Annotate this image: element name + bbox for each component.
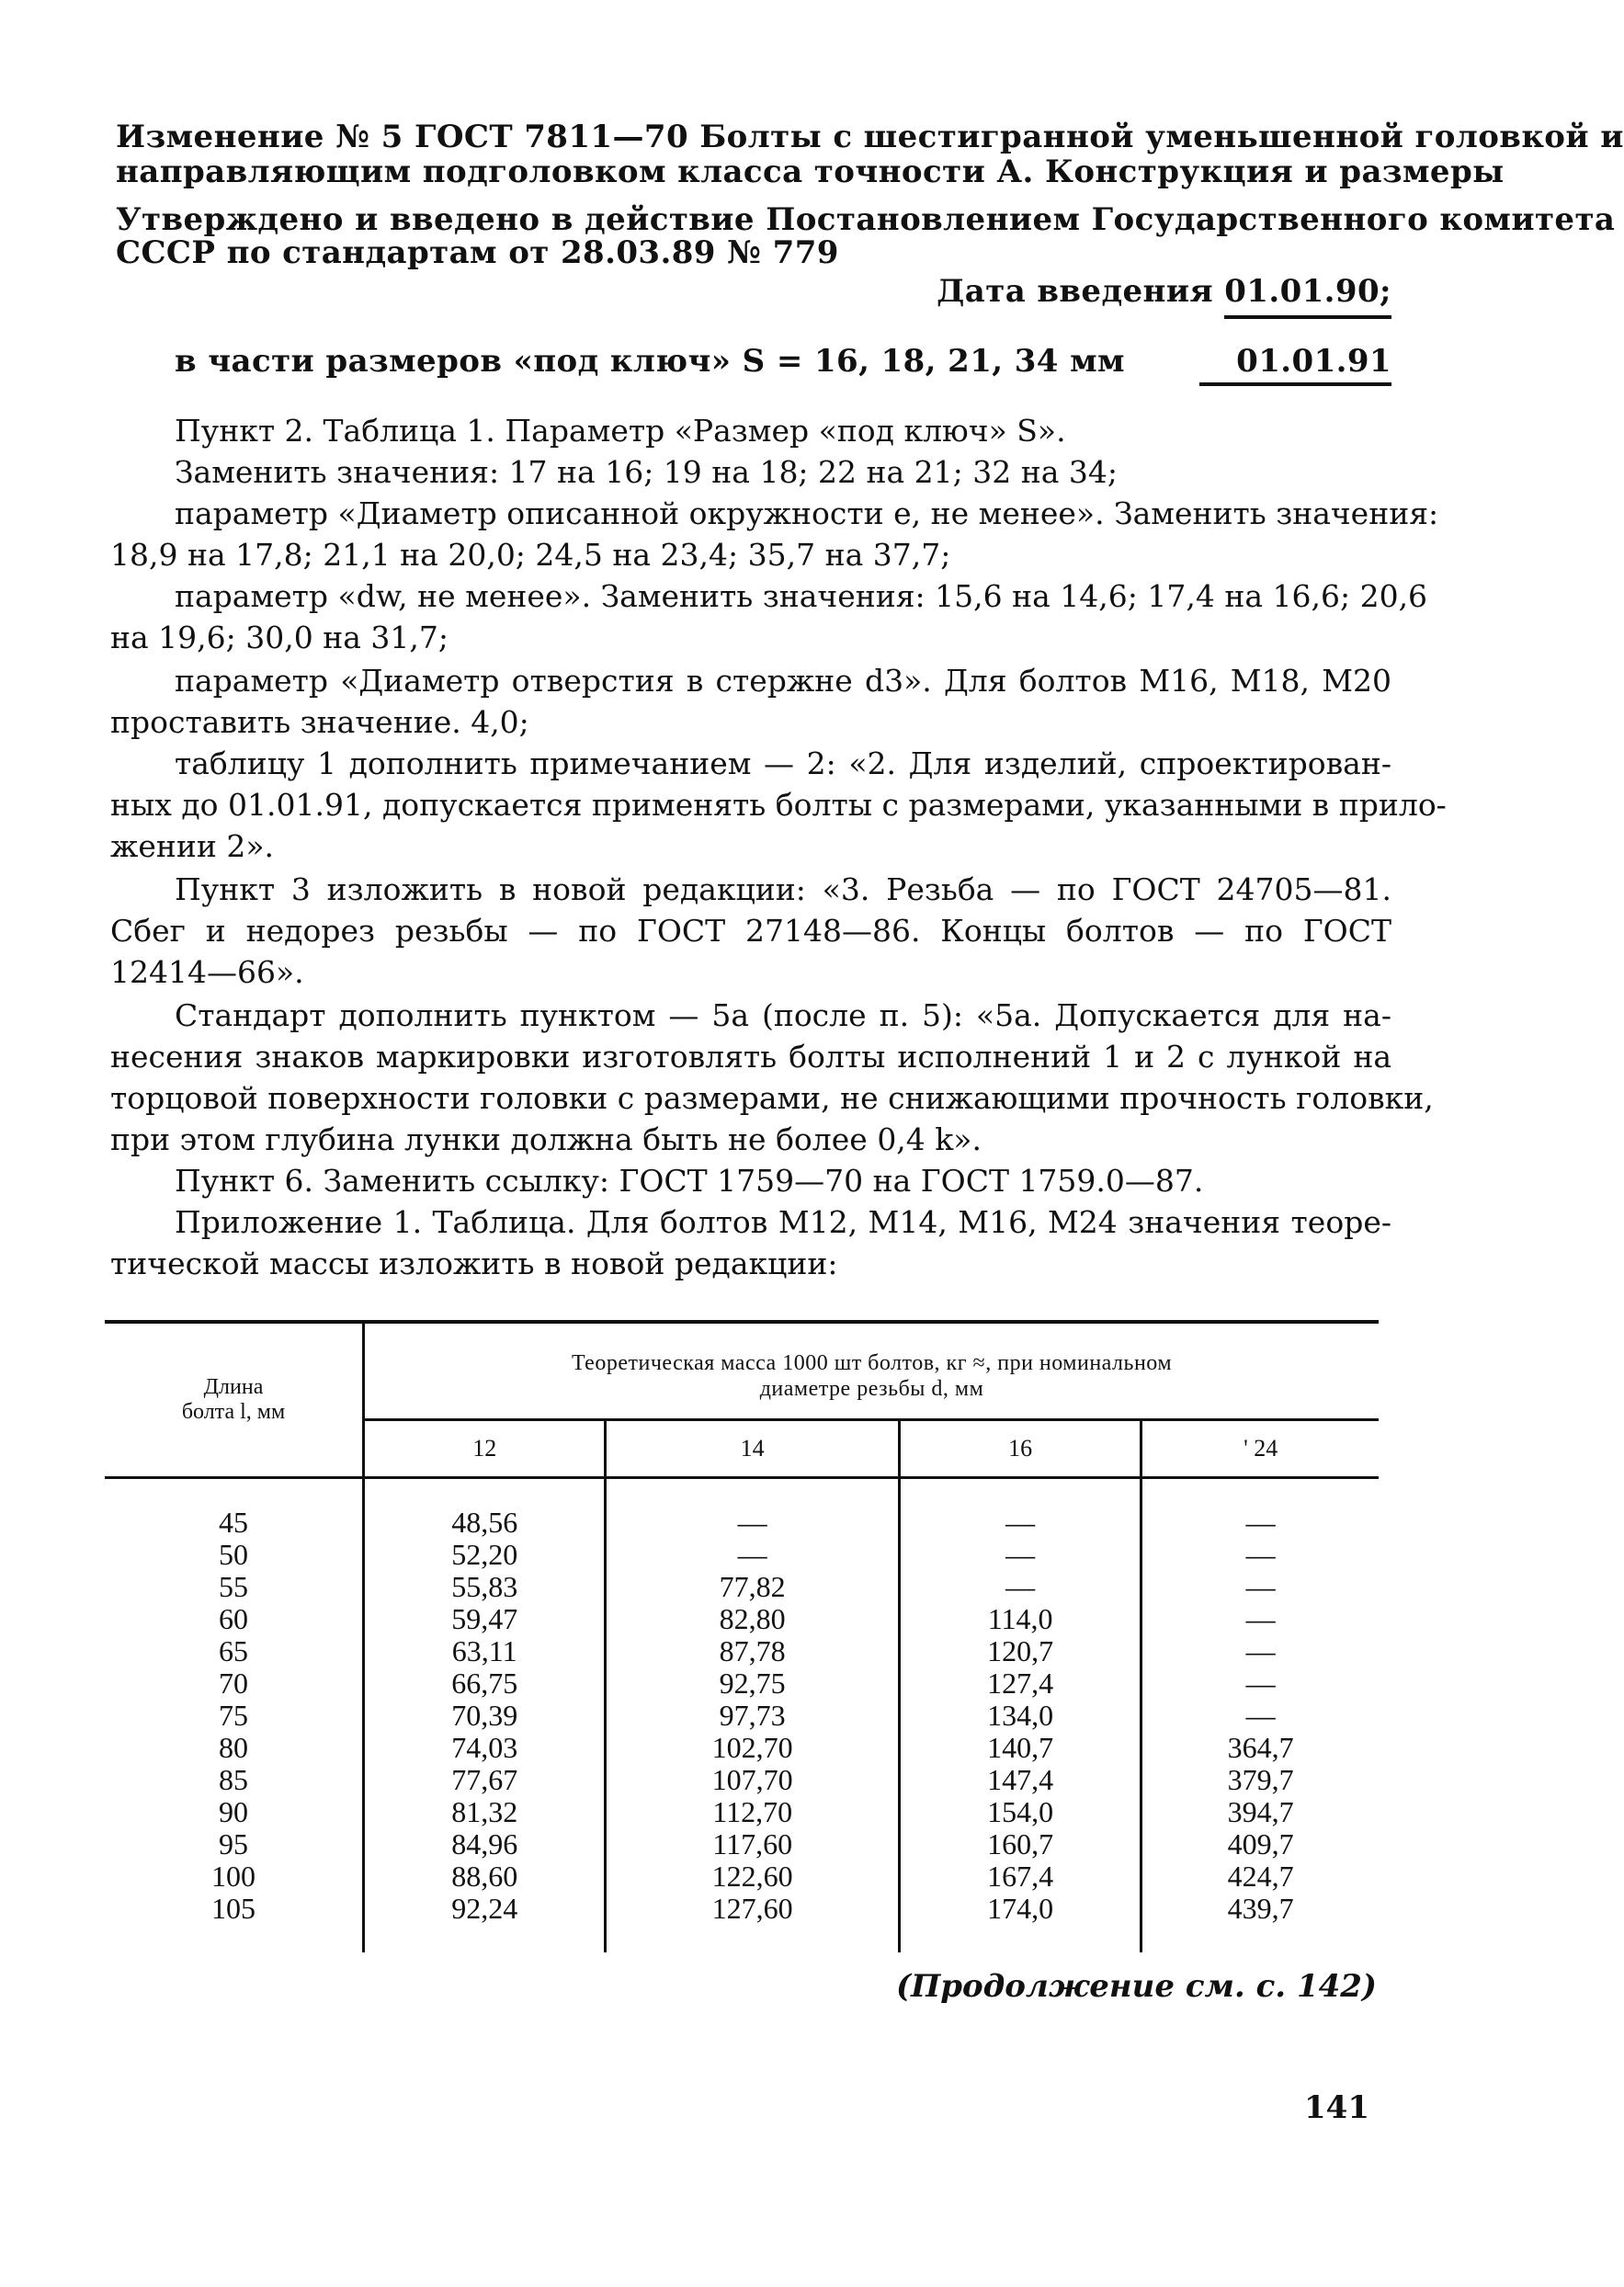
cell-mass-12: 77,67 — [364, 1764, 606, 1796]
cell-mass-16: 134,0 — [899, 1700, 1141, 1732]
cell-mass-12: 84,96 — [364, 1828, 606, 1860]
cell-length: 75 — [105, 1700, 364, 1732]
body-line-12: Пункт 3 изложить в новой редакции: «3. Резьба — по ГОСТ 24705—81. — [175, 871, 1391, 907]
cell-mass-24: — — [1245, 1667, 1276, 1701]
cell-mass-16: — — [899, 1539, 1141, 1571]
cell-mass-16: — — [899, 1571, 1141, 1603]
sizes-part-date: 01.01.91 — [1199, 346, 1391, 386]
approval-line-2: СССР по стандартам от 28.03.89 № 779 — [116, 234, 839, 271]
cell-mass-24: 439,7 — [1227, 1892, 1294, 1926]
body-line-13: Сбег и недорез резьбы — по ГОСТ 27148—86. Концы болтов — по ГОСТ — [110, 913, 1391, 949]
table-row — [105, 1539, 1379, 1571]
cell-mass-12: 52,20 — [364, 1539, 606, 1571]
cell-mass-16: 127,4 — [899, 1667, 1141, 1700]
cell-mass-16: 140,7 — [899, 1732, 1141, 1764]
table-row — [105, 1796, 1379, 1828]
body-line-5: параметр «dw, не менее». Заменить значения: 15,6 на 14,6; 17,4 на 16,6; 20,6 — [175, 578, 1428, 614]
mass-column-header — [364, 1322, 1380, 1420]
cell-mass-12: 63,11 — [364, 1635, 606, 1667]
body-line-18: при этом глубина лунки должна быть не более 0,4 k». — [110, 1121, 982, 1157]
intro-date-line — [937, 273, 1391, 310]
cell-mass-14: 127,60 — [606, 1893, 900, 1952]
cell-mass-14: 122,60 — [606, 1860, 900, 1893]
cell-length: 70 — [105, 1667, 364, 1700]
body-line-20: Приложение 1. Таблица. Для болтов М12, М14, М16, М24 значения теоре- — [175, 1204, 1391, 1240]
body-line-14: 12414—66». — [110, 954, 304, 990]
body-line-17: торцовой поверхности головки с размерами, не снижающими прочность головки, — [110, 1080, 1434, 1116]
body-line-1: Пункт 2. Таблица 1. Параметр «Размер «под ключ» S». — [175, 413, 1066, 449]
cell-mass-14: 82,80 — [606, 1603, 900, 1635]
intro-date-value: 01.01.90; — [1224, 273, 1391, 319]
cell-mass-16: 120,7 — [899, 1635, 1141, 1667]
cell-mass-14: 97,73 — [606, 1700, 900, 1732]
cell-mass-24: — — [1245, 1602, 1276, 1636]
body-line-6: на 19,6; 30,0 на 31,7; — [110, 620, 449, 655]
cell-length: 80 — [105, 1732, 364, 1764]
cell-mass-16: 147,4 — [899, 1764, 1141, 1796]
cell-mass-16: 160,7 — [899, 1828, 1141, 1860]
cell-mass-12: 59,47 — [364, 1603, 606, 1635]
cell-mass-14: 117,60 — [606, 1828, 900, 1860]
body-line-7: параметр «Диаметр отверстия в стержне d3». Для болтов М16, М18, М20 — [175, 663, 1391, 699]
table-row — [105, 1732, 1379, 1764]
table-row — [105, 1828, 1379, 1860]
diameter-header-12: 12 — [364, 1420, 606, 1478]
table-row — [105, 1893, 1379, 1952]
cell-mass-14: 112,70 — [606, 1796, 900, 1828]
cell-length: 90 — [105, 1796, 364, 1828]
approval-line-1: Утверждено и введено в действие Постановлением Государственного комитета — [116, 201, 1616, 238]
table-row — [105, 1635, 1379, 1667]
cell-mass-16: — — [899, 1478, 1141, 1540]
table-row — [105, 1478, 1379, 1540]
cell-mass-24: 394,7 — [1227, 1795, 1294, 1829]
cell-mass-12: 92,24 — [364, 1893, 606, 1952]
cell-length: 105 — [105, 1893, 364, 1952]
cell-mass-16: 174,0 — [899, 1893, 1141, 1952]
table-row — [105, 1860, 1379, 1893]
table-body — [105, 1478, 1379, 1953]
cell-mass-24: — — [1245, 1699, 1276, 1733]
body-line-2: Заменить значения: 17 на 16; 19 на 18; 22 на 21; 32 на 34; — [175, 454, 1119, 490]
table-row — [105, 1764, 1379, 1796]
intro-date-label: Дата введения — [937, 273, 1213, 310]
mass-header-line-1: Теоретическая масса 1000 шт болтов, кг ≈, при номинальном — [571, 1351, 1173, 1375]
cell-mass-14: — — [606, 1478, 900, 1540]
cell-mass-14: 77,82 — [606, 1571, 900, 1603]
body-line-21: тической массы изложить в новой редакции: — [110, 1246, 838, 1281]
cell-mass-24: 379,7 — [1227, 1763, 1294, 1797]
table-row — [105, 1700, 1379, 1732]
body-line-4: 18,9 на 17,8; 21,1 на 20,0; 24,5 на 23,4; 35,7 на 37,7; — [110, 537, 951, 573]
diameter-header-14: 14 — [606, 1420, 900, 1478]
table-row — [105, 1667, 1379, 1700]
mass-header-line-2: диаметре резьбы d, мм — [759, 1376, 984, 1401]
table-row — [105, 1603, 1379, 1635]
continuation-note: (Продолжение см. с. 142) — [896, 1968, 1377, 2005]
cell-length: 85 — [105, 1764, 364, 1796]
body-line-3: параметр «Диаметр описанной окружности e, не менее». Заменить значения: — [175, 495, 1439, 531]
cell-mass-14: 92,75 — [606, 1667, 900, 1700]
body-line-19: Пункт 6. Заменить ссылку: ГОСТ 1759—70 на ГОСТ 1759.0—87. — [175, 1163, 1204, 1199]
cell-mass-16: 154,0 — [899, 1796, 1141, 1828]
diameter-header-24: ' 24 — [1141, 1420, 1379, 1478]
cell-length: 50 — [105, 1539, 364, 1571]
body-line-10: ных до 01.01.91, допускается применять болты с размерами, указанными в прило- — [110, 787, 1447, 823]
cell-mass-16: 114,0 — [899, 1603, 1141, 1635]
cell-mass-12: 88,60 — [364, 1860, 606, 1893]
cell-mass-12: 81,32 — [364, 1796, 606, 1828]
document-title-line-2: направляющим подголовком класса точности А. Конструкция и размеры — [116, 154, 1505, 190]
length-header-line-2: болта l, мм — [181, 1400, 286, 1425]
diameter-header-16: 16 — [899, 1420, 1141, 1478]
cell-mass-14: 102,70 — [606, 1732, 900, 1764]
cell-mass-24: 364,7 — [1227, 1731, 1294, 1765]
cell-mass-16: 167,4 — [899, 1860, 1141, 1893]
length-header-line-1: Длина — [203, 1374, 264, 1399]
body-line-16: несения знаков маркировки изготовлять болты исполнений 1 и 2 с лункой на — [110, 1039, 1391, 1075]
cell-length: 65 — [105, 1635, 364, 1667]
cell-mass-12: 55,83 — [364, 1571, 606, 1603]
cell-length: 100 — [105, 1860, 364, 1893]
cell-mass-14: 107,70 — [606, 1764, 900, 1796]
length-column-header — [105, 1322, 364, 1478]
cell-mass-24: 409,7 — [1227, 1827, 1294, 1861]
cell-length: 60 — [105, 1603, 364, 1635]
table-row — [105, 1571, 1379, 1603]
cell-mass-24: — — [1245, 1506, 1276, 1540]
cell-mass-12: 70,39 — [364, 1700, 606, 1732]
page-number: 141 — [1304, 2089, 1369, 2126]
body-line-9: таблицу 1 дополнить примечанием — 2: «2. Для изделий, спроектирован- — [175, 745, 1391, 781]
sizes-part-text: в части размеров «под ключ» S = 16, 18, 21, 34 мм — [175, 343, 1125, 380]
cell-mass-24: 424,7 — [1227, 1860, 1294, 1894]
cell-mass-12: 74,03 — [364, 1732, 606, 1764]
cell-mass-24: — — [1245, 1538, 1276, 1572]
cell-mass-14: — — [606, 1539, 900, 1571]
cell-length: 45 — [105, 1478, 364, 1540]
cell-mass-12: 48,56 — [364, 1478, 606, 1540]
cell-length: 55 — [105, 1571, 364, 1603]
cell-mass-14: 87,78 — [606, 1635, 900, 1667]
cell-mass-12: 66,75 — [364, 1667, 606, 1700]
cell-mass-24: — — [1245, 1634, 1276, 1668]
document-title-line-1: Изменение № 5 ГОСТ 7811—70 Болты с шестигранной уменьшенной головкой и — [116, 119, 1624, 155]
cell-mass-24: — — [1245, 1570, 1276, 1604]
cell-length: 95 — [105, 1828, 364, 1860]
body-line-15: Стандарт дополнить пунктом — 5а (после п. 5): «5а. Допускается для на- — [175, 997, 1391, 1033]
body-line-8: проставить значение. 4,0; — [110, 704, 529, 740]
theoretical-mass-table — [105, 1320, 1379, 1952]
body-line-11: жении 2». — [110, 828, 275, 864]
